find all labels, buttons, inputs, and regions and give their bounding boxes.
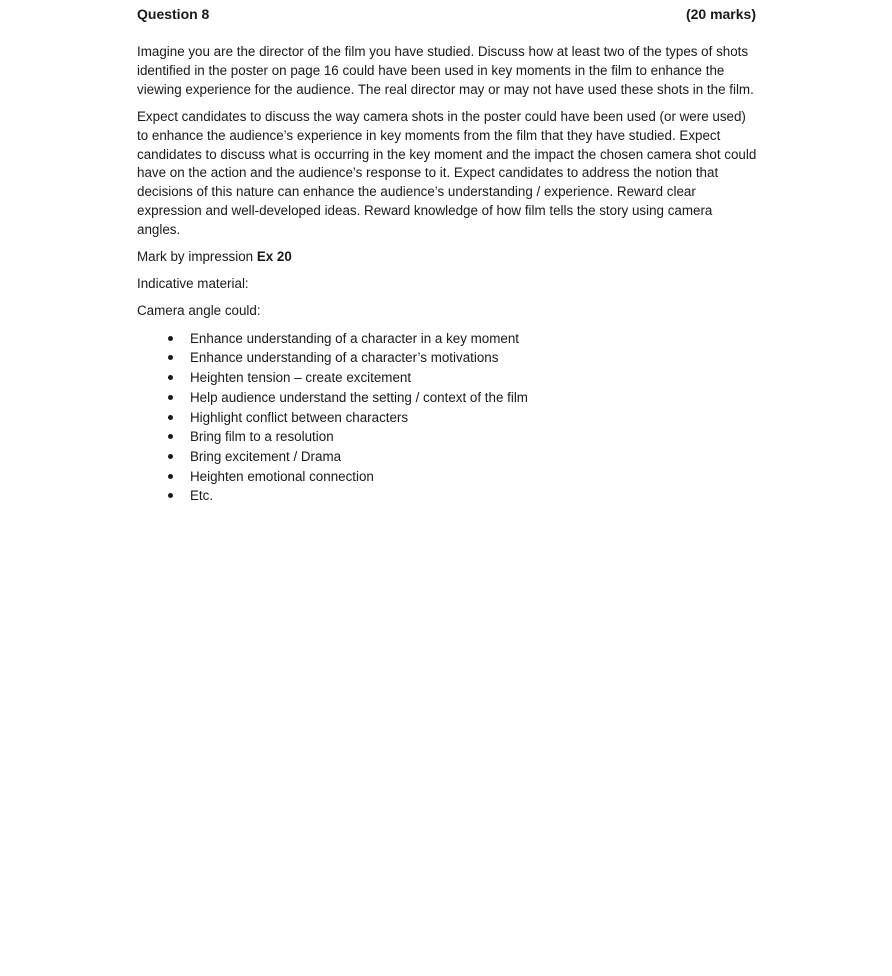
question-title: Question 8 <box>137 6 210 22</box>
list-item: Bring film to a resolution <box>137 427 757 447</box>
list-item: Etc. <box>137 486 757 506</box>
question-marks: (20 marks) <box>685 6 756 22</box>
camera-angle-label: Camera angle could: <box>137 302 261 318</box>
document-page <box>137 0 757 506</box>
camera-angle-list <box>137 329 757 506</box>
list-item: Help audience understand the setting / context of the film <box>137 388 757 408</box>
marking-method <box>137 248 757 267</box>
question-prompt: Imagine you are the director of the film you have studied. Discuss how at least two of the types of shots identified in the poster on page 16 could have been used in key moments in the film to enhance the viewing experience for the audience. The real director may or may not have used these shots in the film. <box>137 44 754 97</box>
list-item: Enhance understanding of a character in a key moment <box>137 329 757 349</box>
list-item: Heighten tension – create excitement <box>137 368 757 388</box>
indicative-material-label: Indicative material: <box>137 275 249 291</box>
question-header <box>137 5 757 33</box>
list-item: Bring excitement / Drama <box>137 447 757 467</box>
list-item: Highlight conflict between characters <box>137 408 757 428</box>
list-item: Enhance understanding of a character’s motivations <box>137 348 757 368</box>
marking-expectations: Expect candidates to discuss the way camera shots in the poster could have been used (or were used) to enhance the audience’s experience in key moments from the film that they have studied. Expect candidates to discuss what is occurring in the key moment and the impact the chosen camera shot could have on the action and the audience’s response to it. Expect candidates to address the notion that decisions of this nature can enhance the audience’s understanding / experience. Reward clear expression and well-developed ideas. Reward knowledge of how film tells the story using camera angles. <box>137 108 757 238</box>
list-item: Heighten emotional connection <box>137 467 757 487</box>
marking-method-label: Mark by impression <box>137 249 254 265</box>
marking-method-value: Ex 20 <box>256 249 292 265</box>
